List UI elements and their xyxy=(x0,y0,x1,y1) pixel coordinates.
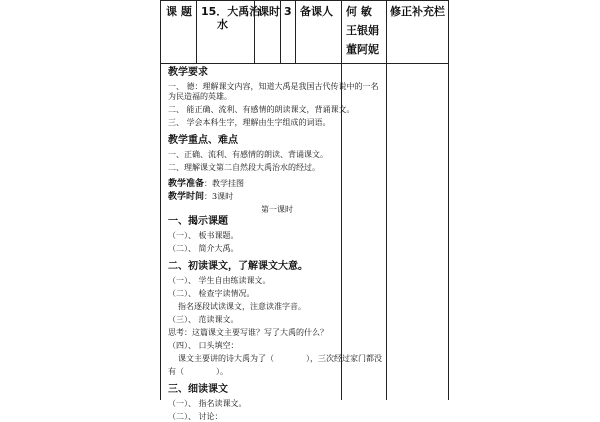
top-border xyxy=(160,0,449,1)
hours-value: 3 xyxy=(284,5,292,18)
goal-item: 二、 能正确、流利、有感情的朗读课文，背诵课文。 xyxy=(168,105,355,114)
section-2-item: （一）、 学生自由练读课文。 xyxy=(168,276,271,285)
goals-heading: 教学要求 xyxy=(168,67,208,78)
topic-value: 15．大禹治 水 xyxy=(201,5,261,31)
section-2-heading: 二、初读课文，了解课文大意。 xyxy=(168,261,308,272)
goal-item: 三、 学会本科生字，理解由生字组成的词语。 xyxy=(168,118,331,127)
key-point-item: 一、正确、流利、有感情的朗读、背诵课文。 xyxy=(168,150,328,159)
topic-label: 课 题 xyxy=(166,5,192,18)
section-2-item: （三）、 范读课文。 xyxy=(168,315,239,324)
preparer-name: 王银娟 xyxy=(346,24,379,37)
key-point-item: 二、理解课文第二自然段大禹治水的经过。 xyxy=(168,163,320,172)
section-1-item: （一）、 板书课题。 xyxy=(168,231,239,240)
goal-item: 一、 德：理解课文内容，知道大禹是我国古代传说中的一名为民造福的英雄。 xyxy=(168,82,379,101)
section-1-heading: 一、揭示课题 xyxy=(168,216,228,227)
revision-column-divider xyxy=(386,0,387,400)
section-1-item: （二）、 简介大禹。 xyxy=(168,244,239,253)
preparer-label: 备课人 xyxy=(300,5,333,18)
think-question: 思考：这篇课文主要写谁？写了大禹的什么？ xyxy=(168,328,328,337)
section-2-item: （四）、 口头填空： xyxy=(168,341,239,350)
fill-in-line: 有（ ）。 xyxy=(168,367,228,376)
lesson-title: 第一课时 xyxy=(261,205,293,214)
section-3-heading: 三、细读课文 xyxy=(168,384,228,395)
divider xyxy=(295,0,296,64)
lesson-content xyxy=(168,66,386,422)
key-points-heading: 教学重点、难点 xyxy=(168,135,238,146)
section-3-item: （一）、 指名读课文。 xyxy=(168,399,247,408)
preparer-name: 何 敏 xyxy=(346,5,372,18)
header-bottom-border xyxy=(160,63,449,64)
hours-label: 课时 xyxy=(258,5,280,18)
teaching-time: 教学时间：3课时 xyxy=(168,192,234,202)
fill-in-line: 课文主要讲的诗大禹为了（ ），三次经过家门都没 xyxy=(178,354,382,363)
preparer-name: 董阿妮 xyxy=(346,43,379,56)
preparer-names xyxy=(346,5,379,56)
revision-label: 修正补充栏 xyxy=(390,5,445,18)
teaching-prep: 教学准备：教学挂图 xyxy=(168,179,245,189)
section-2-note: 指名逐段试读课文，注意读准字音。 xyxy=(178,302,306,311)
divider xyxy=(280,0,281,64)
section-2-item: （二）、 检查字读情况。 xyxy=(168,289,255,298)
divider xyxy=(196,0,197,64)
section-3-item: （二）、 讨论： xyxy=(168,412,223,421)
